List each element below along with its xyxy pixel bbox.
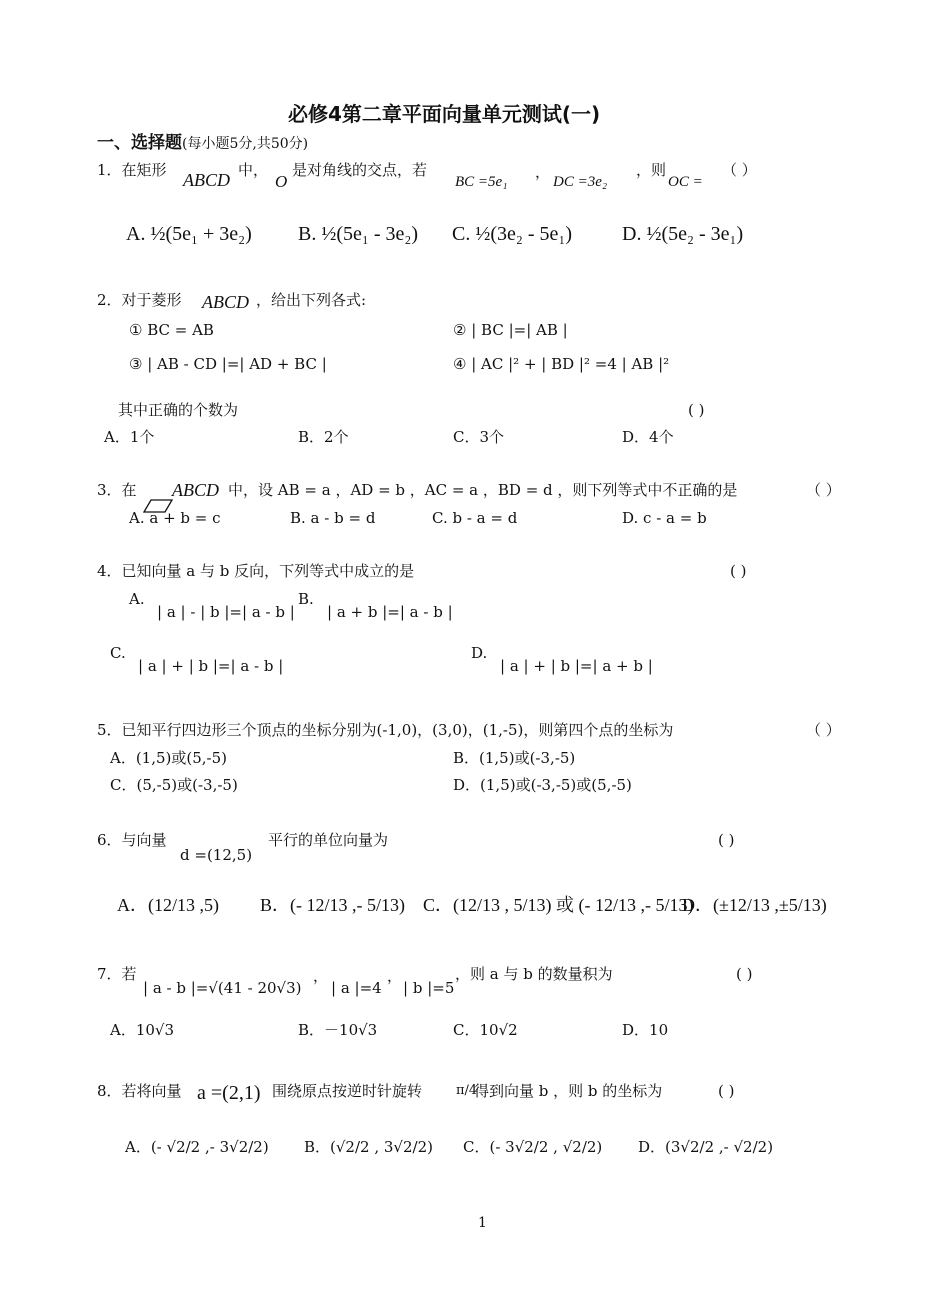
q2-option-b: B．2个 [298,428,349,446]
q3-option-a: A. a + b = c [129,509,221,527]
q8-rest2: 得到向量 b ，则 b 的坐标为 [474,1082,663,1100]
q1-paren: （ ） [722,161,757,179]
q5-option-d: D．(1,5)或(-3,-5)或(5,-5) [453,776,632,794]
page-title: 必修4第二章平面向量单元测试(一) [288,102,601,126]
q6-option-b: B．(- 12/13 ,- 5/13) [260,895,405,915]
q7-stem: 7．若 [97,965,137,983]
q6-option-d: D．(±12/13 ,±5/13) [682,895,827,915]
q3-abcd: ABCD [172,480,219,500]
q7-option-a: A．10√3 [110,1021,175,1039]
q6-option-a: A．(12/13 ,5) [117,895,219,915]
q7-option-b: B．－10√3 [298,1021,378,1039]
q4-stem: 4．已知向量 a 与 b 反向，下列等式中成立的是 [97,562,415,580]
q4-option-d-label: D. [471,644,488,662]
q1-abcd: ABCD [183,170,230,190]
q8-option-c: C．(- 3√2/2 , √2/2) [463,1138,603,1156]
q4-option-a-label: A. [129,590,145,608]
q4-option-c-label: C. [110,644,126,662]
q8-option-a: A．(- √2/2 ,- 3√2/2) [125,1138,269,1156]
q1-option-a: A. ½(5e₁ + 3e₂) [126,223,252,245]
q2-stem: 2．对于菱形 [97,291,182,309]
q6-rest: 平行的单位向量为 [268,831,389,849]
q2-count-question: 其中正确的个数为 [118,401,239,419]
q3-option-b: B. a - b = d [290,509,376,527]
q1-then: ，则 [636,161,667,179]
q2-rest: ，给出下列各式: [256,291,367,309]
q5-option-c: C．(5,-5)或(-3,-5) [110,776,238,794]
q2-option-d: D．4个 [622,428,674,446]
q6-option-c: C．(12/13 , 5/13) 或 (- 12/13 ,- 5/13) [423,895,694,915]
q2-abcd: ABCD [202,292,249,312]
q4-option-a: | a | - | b |=| a - b | [157,603,295,621]
q6-vec: d =(12,5) [180,846,253,864]
q7-comma2: ， [387,967,403,985]
q8-stem: 8．若将向量 [97,1082,182,1100]
q3-paren: （ ） [806,481,841,499]
q7-cond1: | a - b |=√(41 - 20√3) [143,979,302,997]
q7-comma1: ， [313,967,329,985]
q7-option-c: C．10√2 [453,1021,518,1039]
q3-option-d: D. c - a = b [622,509,707,527]
q1-option-c: C. ½(3e₂ - 5e₁) [452,223,573,245]
q1-option-b: B. ½(5e₁ - 3e₂) [298,223,419,245]
q1-eq1: BC =5e₁ [455,174,508,190]
q4-option-d: | a | + | b |=| a + b | [500,657,653,675]
q3-rest: 中，设 AB = a ，AD = b ，AC = a ，BD = d ，则下列等式中不正确的是 [228,481,738,499]
q1-stem: 1．在矩形 [97,161,167,179]
q1-comma: ， [535,163,551,181]
q5-option-a: A．(1,5)或(5,-5) [110,749,228,767]
q3-stem: 3．在 [97,481,137,499]
q2-item-2: ② | BC |=| AB | [453,321,568,339]
section-heading: 一、选择题 [97,133,182,153]
q3-option-c: C. b - a = d [432,509,518,527]
q8-angle: π/4 [456,1083,478,1098]
q1-desc: 是对角线的交点，若 [292,161,428,179]
q1-mid: 中， [238,161,269,179]
q8-rest1: 围绕原点按逆时针旋转 [272,1082,423,1100]
q8-option-b: B．(√2/2 , 3√2/2) [304,1138,433,1156]
q5-paren: （ ） [806,721,841,739]
q8-vec: a =(2,1) [197,1082,261,1104]
q1-o: O [275,172,288,191]
q5-stem: 5．已知平行四边形三个顶点的坐标分别为(-1,0)，(3,0)，(1,-5)，则第四个点的坐标为 [97,721,674,739]
q8-option-d: D．(3√2/2 ,- √2/2) [638,1138,774,1156]
q7-cond3: | b |=5 [403,979,455,997]
q4-option-c: | a | + | b |=| a - b | [138,657,284,675]
q6-stem: 6．与向量 [97,831,167,849]
q2-item-4: ④ | AC |² + | BD |² =4 | AB |² [453,355,670,373]
q1-eq2: DC =3e₂ [553,174,608,190]
q7-option-d: D．10 [622,1021,669,1039]
q8-paren: ( ) [718,1082,735,1100]
q1-ask: OC = [668,174,703,190]
q2-option-c: C．3个 [453,428,505,446]
q5-option-b: B．(1,5)或(-3,-5) [453,749,576,767]
q7-rest: ，则 a 与 b 的数量积为 [455,965,613,983]
q2-paren: ( ) [688,401,705,419]
q1-option-d: D. ½(5e₂ - 3e₁) [622,223,744,245]
q2-option-a: A．1个 [104,428,155,446]
section-note: (每小题5分,共50分) [182,136,309,152]
q6-paren: ( ) [718,831,735,849]
page-number: 1 [478,1215,487,1231]
q2-item-3: ③ | AB - CD |=| AD + BC | [129,355,327,373]
q7-paren: ( ) [736,965,753,983]
q4-option-b: | a + b |=| a - b | [327,603,453,621]
q4-option-b-label: B. [298,590,314,608]
section-header [97,133,308,154]
q7-cond2: | a |=4 [331,979,382,997]
q4-paren: ( ) [730,562,747,580]
q2-item-1: ① BC = AB [129,321,214,339]
